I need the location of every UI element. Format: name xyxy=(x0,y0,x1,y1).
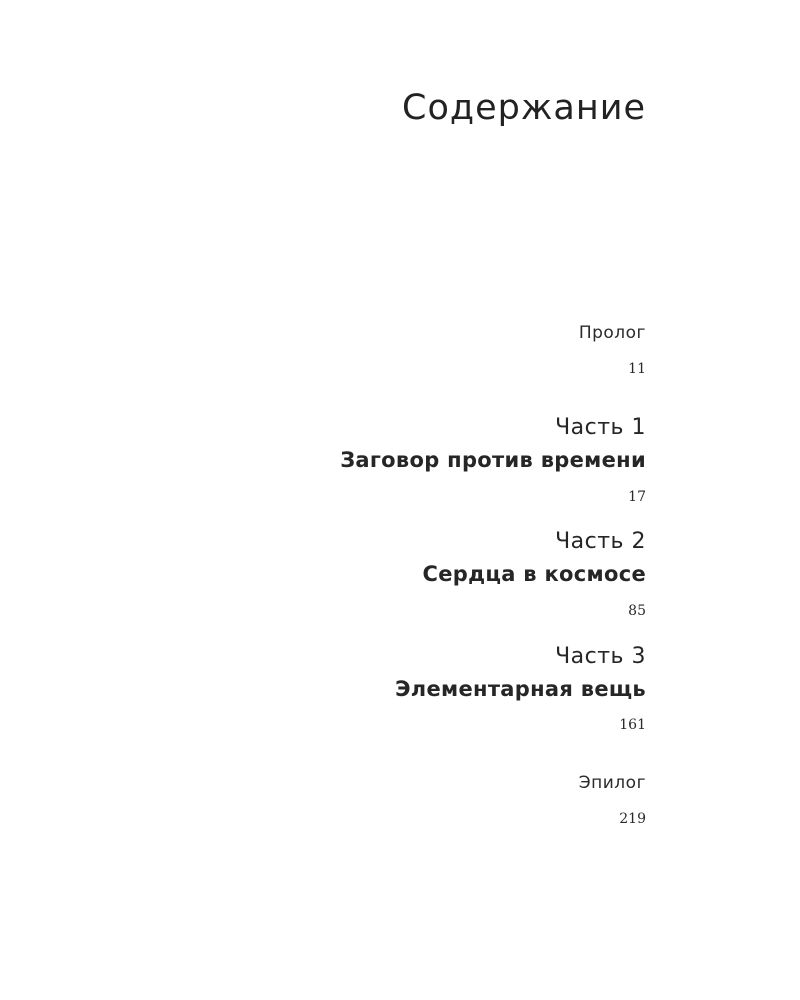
part-3-label: Часть 3 xyxy=(555,644,646,669)
prologue-page-number: 11 xyxy=(628,361,646,377)
prologue-label[interactable]: Пролог xyxy=(578,323,646,343)
epilogue-label[interactable]: Эпилог xyxy=(578,773,646,793)
part-2-label: Часть 2 xyxy=(555,529,646,554)
epilogue-page-number: 219 xyxy=(619,811,646,827)
part-1-label: Часть 1 xyxy=(555,415,646,440)
part-1-page-number: 17 xyxy=(628,489,646,505)
part-3-title[interactable]: Элементарная вещь xyxy=(395,677,646,701)
part-1-title[interactable]: Заговор против времени xyxy=(340,448,646,472)
part-2-title[interactable]: Сердца в космосе xyxy=(422,562,646,586)
part-2-page-number: 85 xyxy=(628,603,646,619)
part-3-page-number: 161 xyxy=(619,717,646,733)
page-title: Содержание xyxy=(402,88,646,128)
